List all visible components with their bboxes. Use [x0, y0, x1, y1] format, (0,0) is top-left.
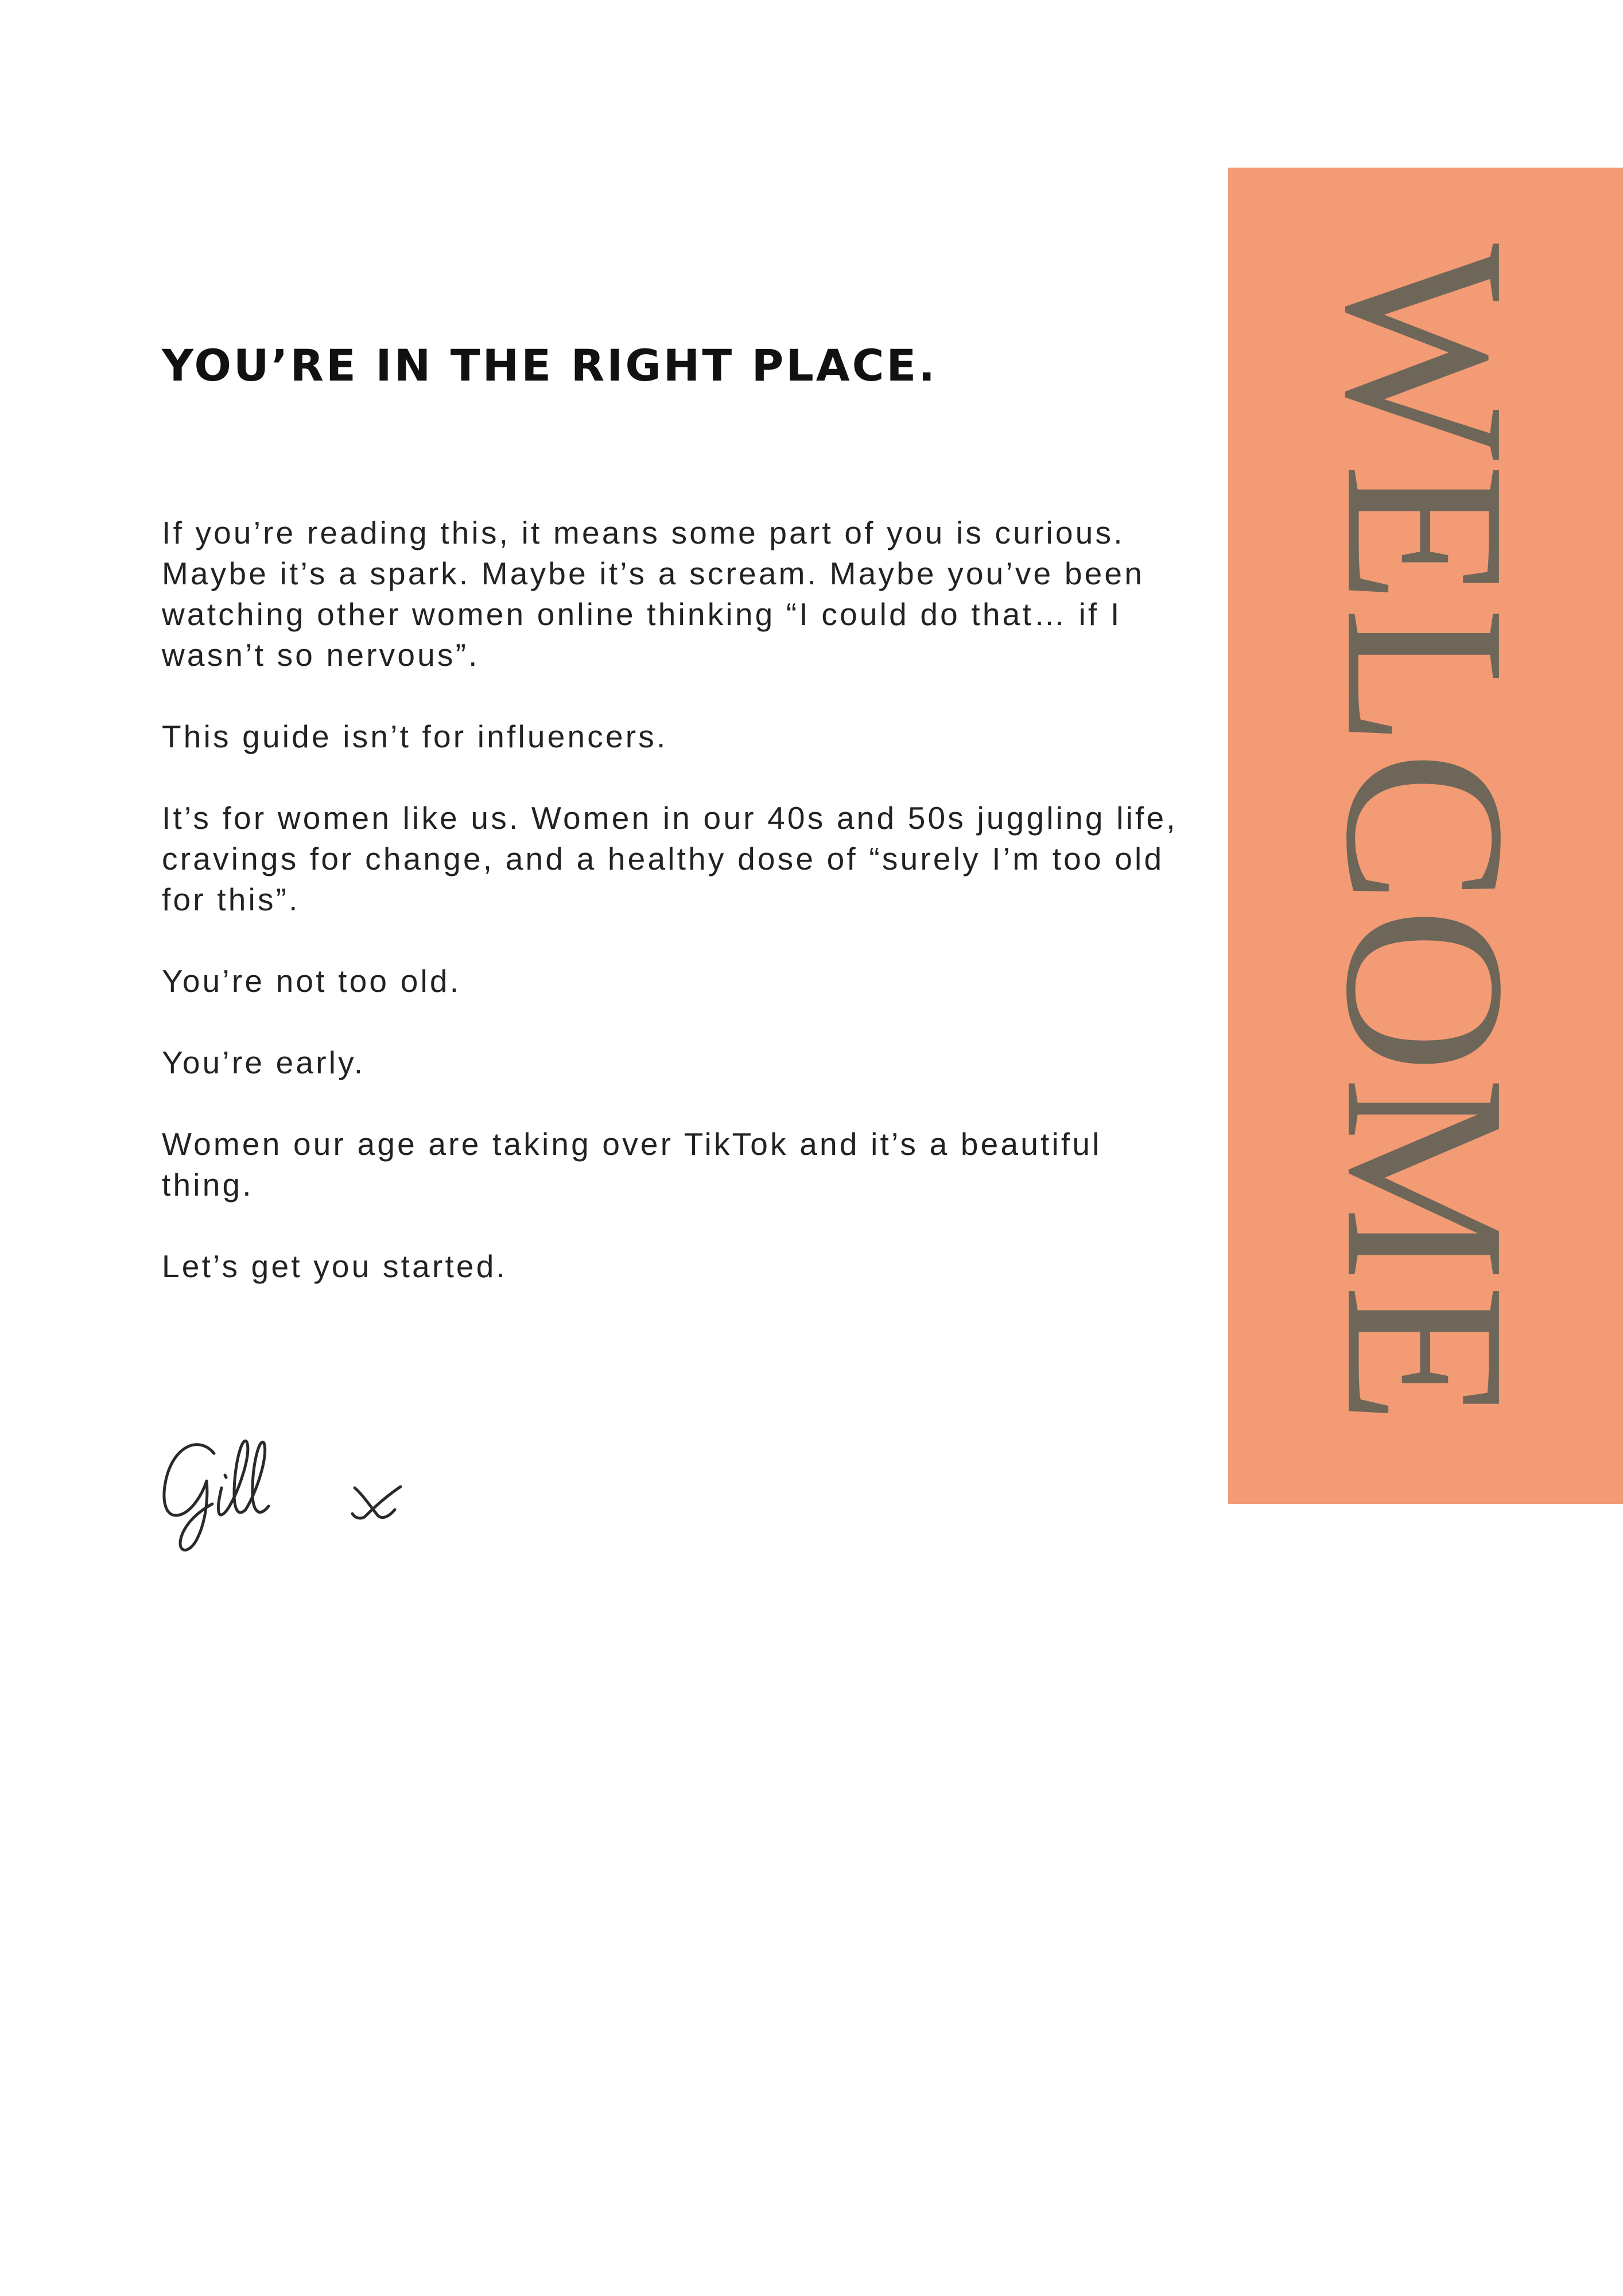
handwritten-signature: [160, 1430, 424, 1557]
paragraph-intro: If you’re reading this, it means some part of you is curious. Maybe it’s a spark. Maybe it’s a scream. Maybe you’ve been watching other women online thinking “I could do that… if I wasn’t so nervous”.: [162, 515, 1144, 673]
paragraph-get-started: Let’s get you started.: [162, 1248, 507, 1284]
welcome-letter-body: [162, 513, 1183, 1328]
paragraph-not-too-old: You’re not too old.: [162, 963, 461, 999]
welcome-side-panel: [1228, 168, 1623, 1504]
paragraph-tiktok: Women our age are taking over TikTok and it’s a beautiful thing.: [162, 1126, 1102, 1203]
paragraph-women-like-us: It’s for women like us. Women in our 40s and 50s juggling life, cravings for change, and a healthy dose of “surely I’m too old for this”.: [162, 800, 1178, 917]
paragraph-not-influencers: This guide isn’t for influencers.: [162, 719, 668, 754]
paragraph-early: You’re early.: [162, 1045, 366, 1080]
welcome-word: WELCOME: [1299, 243, 1553, 1428]
page-heading: YOU’RE IN THE RIGHT PLACE.: [162, 340, 938, 391]
